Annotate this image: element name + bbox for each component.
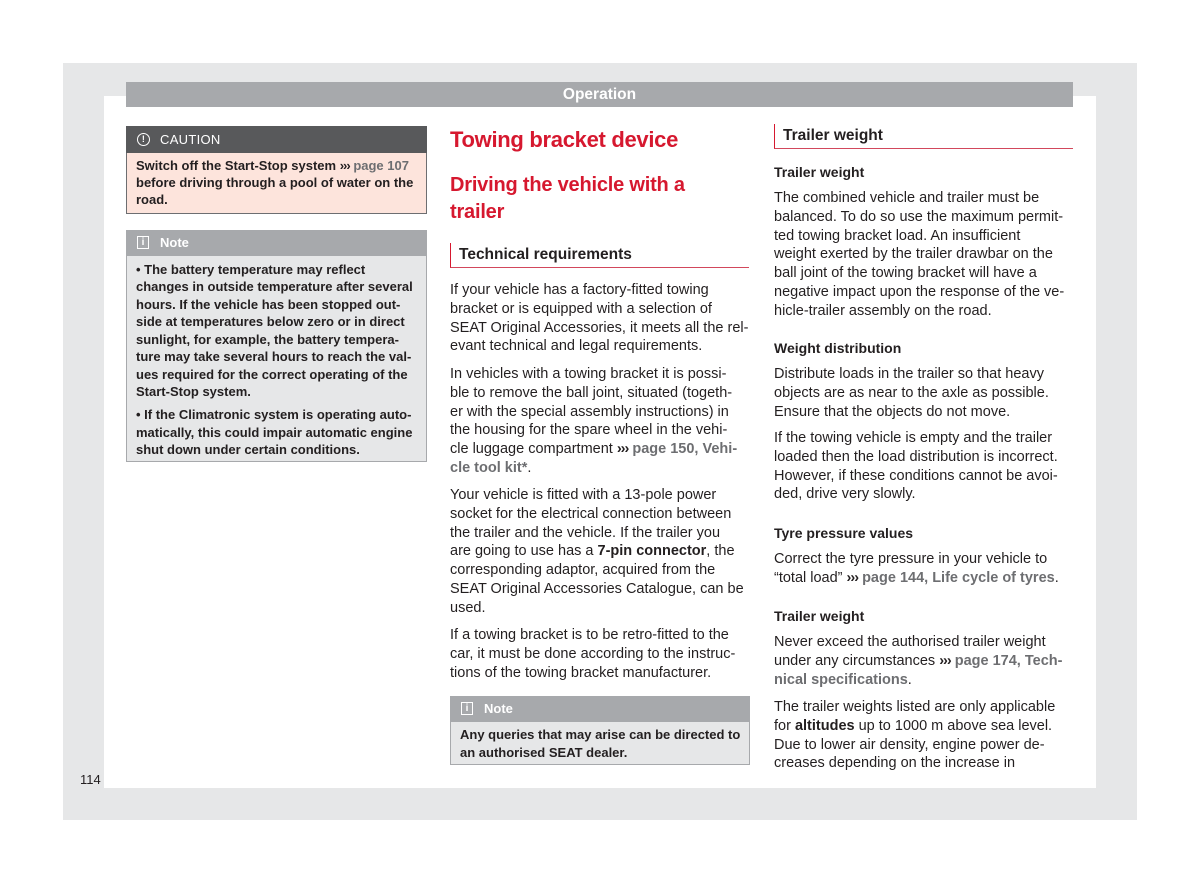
exclamation-circle-icon: ! bbox=[137, 133, 150, 146]
text-line: • If the Climatronic system is operating auto- bbox=[136, 407, 412, 423]
note-paragraph bbox=[136, 406, 417, 458]
text-line: creases depending on the increase in bbox=[774, 755, 1016, 772]
text-line: Correct the tyre pressure in your vehicle to bbox=[774, 551, 1048, 567]
paragraph bbox=[774, 698, 1074, 773]
text-line: shut down under certain conditions. bbox=[136, 441, 360, 457]
section-header-bar bbox=[126, 82, 1073, 107]
text-run: , the bbox=[706, 543, 735, 560]
text-line: If a towing bracket is to be retro-fitted to the bbox=[450, 627, 729, 643]
emphasis-text: 7-pin connector bbox=[597, 543, 707, 560]
paragraph bbox=[450, 281, 750, 356]
text-line: sunlight, for example, the battery tempera- bbox=[136, 331, 399, 347]
text-line bbox=[774, 717, 1074, 736]
page-number: 114 bbox=[80, 772, 101, 787]
text-line: The combined vehicle and trailer must be bbox=[774, 190, 1040, 206]
text-line: Your vehicle is fitted with a 13-pole power bbox=[450, 487, 717, 503]
text-line: the trailer and the vehicle. If the trailer you bbox=[450, 524, 721, 541]
cross-reference-link[interactable]: cle tool kit* bbox=[450, 459, 528, 476]
topic-heading: Trailer weight bbox=[774, 164, 865, 180]
text-line: side at temperatures below zero or in direct bbox=[136, 314, 405, 330]
text-line bbox=[774, 652, 1074, 671]
note-header bbox=[450, 696, 750, 722]
text-line: ball joint of the towing bracket will have a bbox=[774, 265, 1037, 281]
caution-title: CAUTION bbox=[160, 132, 221, 147]
text-line: ture may take several hours to reach the val- bbox=[136, 349, 412, 365]
text-line: tions of the towing bracket manufacturer. bbox=[450, 664, 712, 681]
text-line: objects are as near to the axle as possible. bbox=[774, 384, 1049, 401]
text-line: Never exceed the authorised trailer weight bbox=[774, 634, 1046, 650]
text-line: Distribute loads in the trailer so that heavy bbox=[774, 366, 1044, 382]
text-line: However, if these conditions cannot be avoi- bbox=[774, 467, 1058, 484]
text-run: cle luggage compartment bbox=[450, 441, 617, 457]
text-line: er with the special assembly instructions) in bbox=[450, 403, 729, 420]
text-line: ted towing bracket load. An insufficient bbox=[774, 227, 1021, 244]
text-line: Driving the vehicle with a bbox=[450, 174, 685, 196]
text-line: If the towing vehicle is empty and the trailer bbox=[774, 430, 1053, 446]
text-line: bracket or is equipped with a selection of bbox=[450, 300, 712, 317]
info-icon: i bbox=[461, 702, 473, 715]
note-box bbox=[450, 696, 750, 765]
triple-chevron-icon: ››› bbox=[846, 569, 859, 586]
text-run: . bbox=[1054, 569, 1059, 586]
text-run: “total load” bbox=[774, 569, 847, 586]
paragraph bbox=[774, 189, 1074, 320]
text-line: road. bbox=[136, 192, 168, 207]
paragraph bbox=[774, 633, 1074, 689]
cross-reference-link[interactable]: page 107 bbox=[349, 158, 409, 173]
info-icon: i bbox=[137, 236, 149, 249]
caution-header bbox=[126, 126, 427, 153]
section-title bbox=[450, 172, 750, 226]
topic-heading: Weight distribution bbox=[774, 340, 902, 356]
text-line: ues required for the correct operating of the bbox=[136, 366, 408, 382]
text-line: weight exerted by the trailer drawbar on the bbox=[774, 246, 1053, 263]
text-line: Due to lower air density, engine power de- bbox=[774, 736, 1045, 753]
text-line bbox=[450, 542, 750, 561]
text-line: hours. If the vehicle has been stopped out- bbox=[136, 296, 401, 312]
text-line: • The battery temperature may reflect bbox=[136, 262, 366, 277]
cross-reference-link[interactable]: page 174, Tech- bbox=[950, 652, 1063, 669]
chapter-title: Towing bracket device bbox=[450, 127, 679, 152]
text-line: Start-Stop system. bbox=[136, 384, 251, 400]
emphasis-text: altitudes bbox=[794, 717, 855, 734]
text-line: The trailer weights listed are only applicable bbox=[774, 699, 1056, 715]
note-body bbox=[450, 722, 750, 765]
cross-reference-link[interactable]: nical specifications bbox=[774, 671, 908, 688]
paragraph bbox=[450, 626, 750, 682]
text-line: loaded then the load distribution is incorrect. bbox=[774, 448, 1058, 465]
note-body bbox=[126, 256, 427, 462]
text-line: If your vehicle has a factory-fitted towing bbox=[450, 282, 709, 298]
text-line: the housing for the spare wheel in the vehi- bbox=[450, 422, 728, 439]
note-box bbox=[126, 230, 427, 462]
text-line bbox=[136, 157, 417, 174]
text-line: before driving through a pool of water on the bbox=[136, 175, 414, 190]
text-line: negative impact upon the response of the ve- bbox=[774, 283, 1065, 300]
text-line: ded, drive very slowly. bbox=[774, 486, 916, 503]
text-line: In vehicles with a towing bracket it is possi- bbox=[450, 366, 727, 382]
text-line: corresponding adaptor, acquired from the bbox=[450, 562, 716, 578]
topic-heading: Tyre pressure values bbox=[774, 525, 914, 541]
cross-reference-link[interactable]: page 144, Life cycle of tyres bbox=[858, 569, 1055, 586]
caution-box bbox=[126, 126, 427, 214]
note-paragraph bbox=[136, 261, 417, 401]
subsection-heading-trailer-weight: Trailer weight bbox=[774, 124, 1073, 149]
note-header bbox=[126, 230, 427, 256]
text-line bbox=[450, 459, 750, 478]
text-line: Any queries that may arise can be directed to bbox=[460, 727, 741, 742]
cross-reference-link[interactable]: page 150, Vehi- bbox=[628, 441, 738, 457]
text-run: up to 1000 m above sea level. bbox=[854, 717, 1053, 734]
subsection-heading-technical-requirements: Technical requirements bbox=[450, 243, 749, 268]
note-title: Note bbox=[484, 701, 513, 716]
text-run: Switch off the Start-Stop system bbox=[136, 158, 340, 173]
topic-heading: Trailer weight bbox=[774, 608, 865, 624]
text-run: under any circumstances bbox=[774, 652, 940, 669]
paragraph bbox=[774, 365, 1074, 421]
text-line: evant technical and legal requirements. bbox=[450, 338, 703, 355]
paragraph bbox=[450, 486, 750, 617]
text-line: an authorised SEAT dealer. bbox=[460, 744, 628, 760]
triple-chevron-icon: ››› bbox=[616, 441, 629, 457]
text-run: for bbox=[774, 717, 795, 734]
text-line: changes in outside temperature after several bbox=[136, 279, 413, 295]
caution-body bbox=[126, 153, 427, 214]
text-line bbox=[450, 440, 750, 459]
text-line: balanced. To do so use the maximum permit- bbox=[774, 208, 1064, 225]
text-line: Ensure that the objects do not move. bbox=[774, 403, 1011, 420]
text-line: trailer bbox=[450, 201, 505, 223]
text-line: matically, this could impair automatic engine bbox=[136, 424, 413, 440]
paragraph bbox=[774, 429, 1074, 504]
text-line: SEAT Original Accessories Catalogue, can be bbox=[450, 580, 744, 597]
triple-chevron-icon: ››› bbox=[939, 652, 951, 669]
text-line: socket for the electrical connection between bbox=[450, 505, 732, 522]
text-line bbox=[774, 671, 1074, 690]
text-line bbox=[774, 569, 1074, 588]
triple-chevron-icon: ››› bbox=[339, 158, 350, 173]
paragraph bbox=[450, 365, 750, 478]
section-header-title: Operation bbox=[562, 86, 637, 103]
note-title: Note bbox=[160, 235, 189, 250]
text-run: . bbox=[527, 459, 532, 476]
text-run: . bbox=[907, 671, 912, 688]
text-line: ble to remove the ball joint, situated (togeth- bbox=[450, 384, 733, 401]
text-line: used. bbox=[450, 599, 486, 616]
paragraph bbox=[774, 550, 1074, 588]
text-line: SEAT Original Accessories, it meets all the rel- bbox=[450, 319, 749, 336]
text-run: are going to use has a bbox=[450, 543, 598, 560]
text-line: hicle-trailer assembly on the road. bbox=[774, 302, 992, 319]
text-line: car, it must be done according to the instruc- bbox=[450, 645, 736, 662]
